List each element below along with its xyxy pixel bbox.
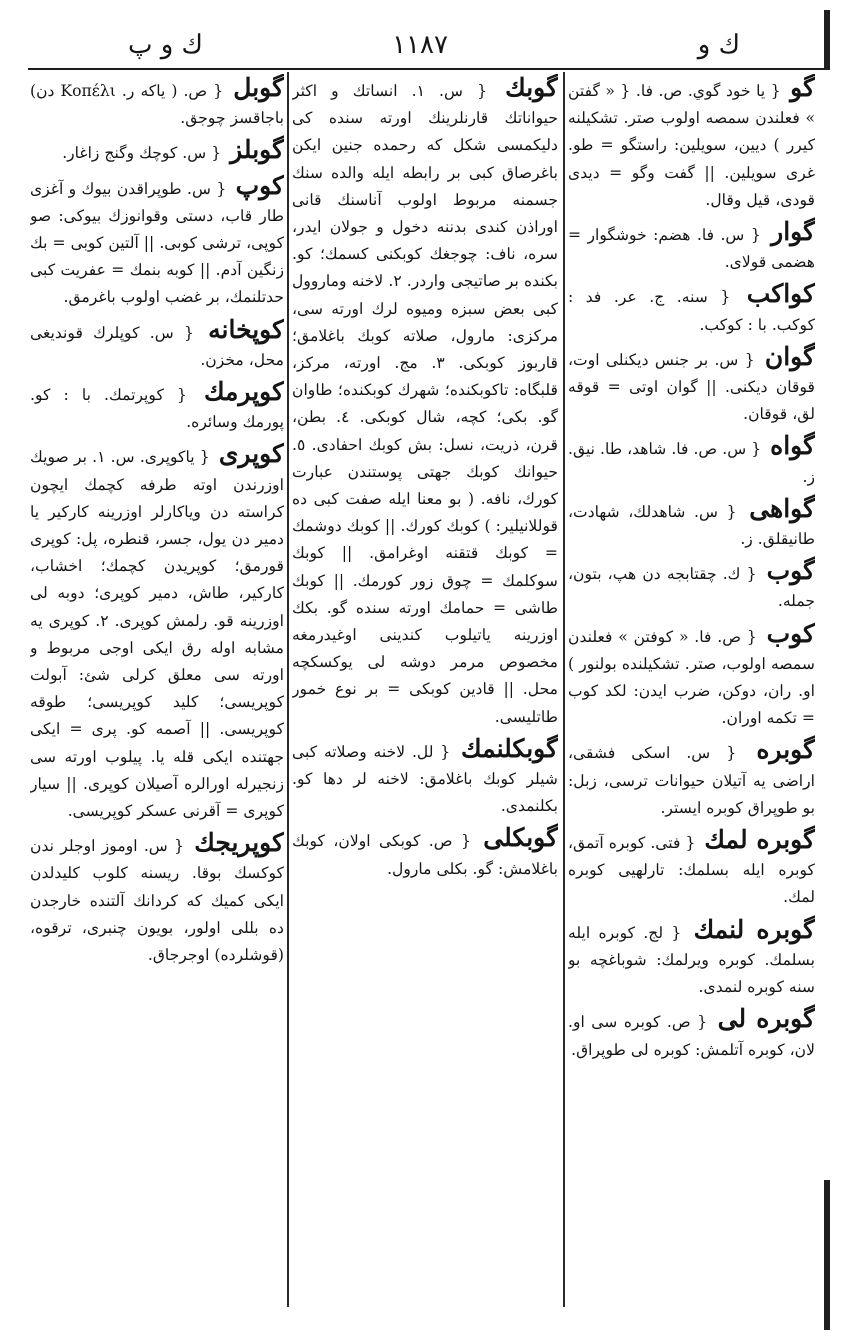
definition: { س. بر جنس ديكنلى اوت، قوقان ديكنى. || گوان اوتى = قوقه لق، قوقان. (568, 350, 815, 424)
definition: { س. ١. انساتك و اكثر حيواناتك قارنلرينك اورته سنده كى دليكمسى شكل كه رحمده جنين ايكن باغرصاق كبى بر رابطه ايله والده سنك جسمنه مربوط اولوب آناسنك قانى اوراذن كندى بدننه دخول و جولان ايدر، سره، ناف: چوجغك كوبكنى كسمك؛ كو. بكنده بر صاتيجى واردر. ٢. لاخنه وماروول كبى بعض سبزه وميوه لرك اورته سى، مركزى: مارول، صلاته كوبك باغلامق؛ قاربوز كوبكى. ٣. مج. اورته، مركز، قلبگاه: تاكوبكنده؛ شهرك كوبكنده؛ طاوان گو. بكى؛ كچه، شال كوبكى. ٤. بطن، قرن، ذريت، نسل: بش كوبك احفادى. ٥. حيوانك كوبك جهتى پوستندن عبارت كورك، نافه. ( بو معنا ايله صفت كبى ده قوللانيلير: ) كوبك كورك. || كوبك دوشمك = كوبك قتقنه اوغرامق. || كوبك سوكلمك = چوق زور كورمك. || كوبك طاشى = حمامك اورته سنده گو. بكك اوزرينه ياتيلوب كندينى اوغيدرمغه مخصوص مرمر دوشه لى يوكسكچه محل. || قادين كوبكى = بر نوع خمور طاتليسى. (292, 82, 558, 726)
definition: { ص. كوبره سى او. لان، كوبره آتلمش: كوبره لى طوپراق. (568, 1013, 815, 1059)
dictionary-entry (292, 735, 558, 821)
headword: گوب (766, 556, 815, 586)
definition: { كوپرتمك. با : كو. پورمك وسائره. (30, 386, 284, 432)
dictionary-entry (568, 343, 815, 429)
definition: { ك. چقتابجه دن هپ، بتون، جمله. (568, 565, 815, 611)
margin-bar-bottom (824, 1180, 830, 1330)
column-right (568, 74, 815, 1310)
page-number: ١١٨٧ (392, 30, 448, 60)
dictionary-entry (30, 829, 284, 969)
definition: { س. كوچك وگنج زاغار. (62, 144, 222, 163)
dictionary-entry (30, 136, 284, 167)
dictionary-entry (30, 172, 284, 312)
headword: كواكب (746, 279, 815, 309)
headword: گوبلز (230, 135, 284, 165)
dictionary-entry (568, 916, 815, 1002)
dictionary-entry (568, 557, 815, 615)
headword: گوبره لى (717, 1004, 815, 1034)
dictionary-entry (568, 495, 815, 553)
definition: { سنه. ج. عر. فد : كوكب. با : كوكب. (568, 288, 815, 334)
headword: گوبره (756, 735, 815, 765)
headword: كوپرمك (203, 377, 284, 407)
definition: { ياكوپرى. س. ١. بر صويك اوزرندن اوته طرفه كچمك ايچون كراسته دن وياكارلر اوزرينه كاركير يا دمير دن يول، جسر، قنطره، پل: كوپرى قورمق؛ كوپريدن كچمك؛ اخشاب، كاركير، طاش، دمير كوپرى؛ دوبه لى اوزرينه قو. رلمش كوپرى. ٢. كوپرى يه مشابه اوله رق ايكى اوجى مربوط و اورته سى معلق كرلى شئ: آبولت كوپريسى؛ كليد كوپريسى؛ طوقه كوپريسى. || آصمه كو. پرى = ايكى جهتنده ايكى قله يا. پيلوب اورته سى زنجيرله اورالره آصيلان كوپرى. || سيار كوپرى = آقرنى عسكر كوپريسى. (30, 448, 284, 821)
header-rule (28, 68, 826, 70)
definition: { س. فا. هضم: خوشگوار = هضمى قولاى. (568, 226, 815, 272)
dictionary-entry (568, 218, 815, 276)
headword: گوار (771, 217, 815, 247)
column-middle (292, 74, 558, 1310)
dictionary-entry (292, 824, 558, 882)
dictionary-entry (568, 432, 815, 490)
column-left (30, 74, 284, 1310)
dictionary-entry (568, 280, 815, 338)
headword: گوبكلى (483, 823, 558, 853)
headword: كوپريجك (194, 828, 284, 858)
dictionary-entry (30, 440, 284, 825)
dictionary-entry (30, 74, 284, 132)
definition: { س. اسكى فشقى، اراضى يه آتيلان حيوانات ترسى، زبل: بو طوپراق كوبره ايستر. (568, 744, 815, 817)
dictionary-entry (568, 826, 815, 912)
definition: { يا خود گوي. ص. فا. { « گفتن » فعلندن سمصه اولوب صتر. تشكيلنه كيرر ) ديين، سويلين: راستگو = طو. غرى سويلين. || گفت وگو = ديدى قودى، قيل وقال. (568, 82, 815, 209)
definition: { ص. فا. « كوفتن » فعلندن سمصه اولوب، صتر. تشكيلنده بولنور ) او. ران، دوكن، ضرب ايدن: لكد كوب = تكمه اوران. (568, 627, 815, 728)
margin-bar-top (824, 10, 830, 70)
headword: گوبك (505, 74, 558, 102)
definition: { فتى. كوبره آتمق، كوبره ايله بسلمك: تارلهيى كوبره لمك. (568, 834, 815, 907)
headword: گو (790, 74, 815, 102)
headword: گوان (764, 341, 815, 371)
dictionary-entry (568, 74, 815, 214)
dictionary-entry (568, 736, 815, 822)
definition: { س. كوپلرك قونديغى محل، مخزن. (30, 323, 284, 369)
headword: كوپخانه (208, 314, 284, 344)
definition: { لل. لاخنه وصلاته كبى شيلر كوبك باغلامق: لاخنه لر دها كو. بكلنمدى. (292, 742, 558, 816)
definition: { س. ص. فا. شاهد، طا. نيق. ز. (568, 440, 815, 486)
definition: { لج. كوبره ايله بسلمك. كوبره ويرلمك: شوباغچه بو سنه كوبره لنمدى. (568, 923, 815, 997)
column-divider-left (287, 72, 289, 1307)
headword: كوپرى (218, 439, 284, 469)
dictionary-entry (292, 74, 558, 731)
headword: كوپ (235, 170, 284, 200)
definition: { س. اوموز اوجلر ندن كوكسك بوقا. ريسنه كلوب كليدلدن ايكى كميك كه كردانك آلتنده خارجدن ده بللى اولور، بويون چنبرى، ترقوه، (قوشلرده) اوجرجاق. (30, 837, 284, 965)
column-divider-right (563, 72, 565, 1307)
definition: { س. شاهدلك، شهادت، طانيقلق. ز. (568, 502, 815, 549)
header-left-letters: ك و پ (128, 30, 203, 60)
header-right-letters: ك و (697, 30, 740, 60)
headword: گوبره لنمك (693, 914, 815, 944)
headword: كوب (766, 618, 815, 648)
headword: گواهى (749, 493, 815, 523)
definition: { س. طوپراقدن بيوك و آغزى طار قاب، دستى وقوانوزك بيوكى: صو كوپى، ترشى كوبى. || آلتين كوبى = بك زنگين آدم. || كوبه بنمك = عفريت كبى حدتلنمك، بر غضب اولوب باغرمق. (30, 179, 284, 307)
dictionary-entry (30, 378, 284, 436)
definition: { ص. كوبكى اولان، كوبك باغلامش: گو. بكلى مارول. (292, 832, 558, 878)
headword: گوبل (233, 74, 284, 102)
headword: گواه (770, 431, 815, 461)
dictionary-entry (568, 1005, 815, 1063)
dictionary-entry (30, 316, 284, 374)
headword: گوبكلنمك (461, 733, 558, 763)
headword: گوبره لمك (704, 825, 815, 855)
dictionary-entry (568, 620, 815, 733)
definition: { ص. ( ياكه ر. Κοπέλι دن) باجاقسز چوجق. (30, 82, 284, 128)
